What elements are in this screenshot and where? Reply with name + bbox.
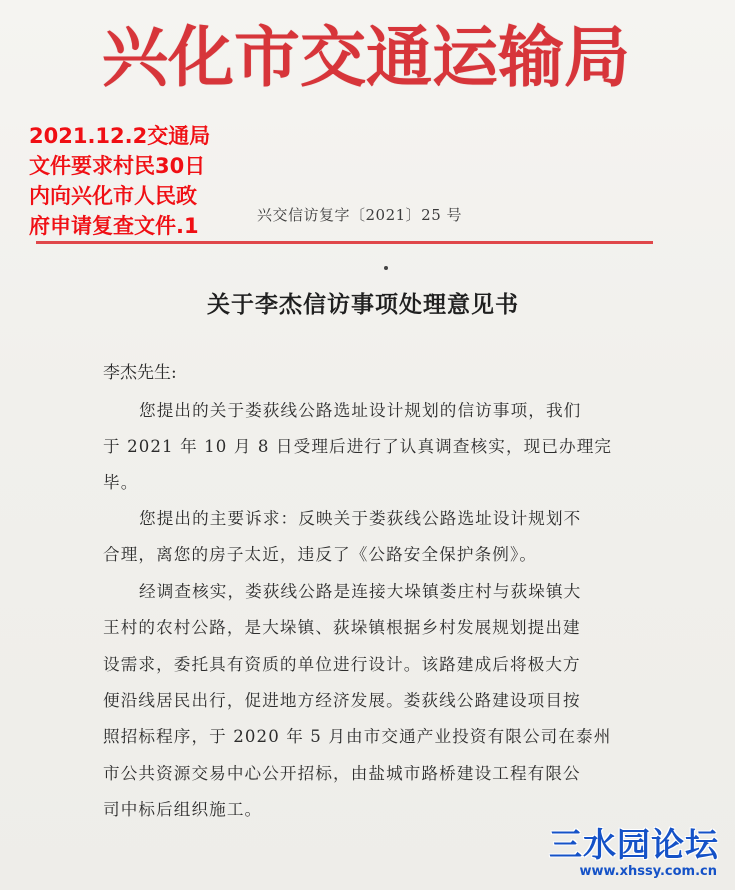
body-line: 市公共资源交易中心公开招标，由盐城市路桥建设工程有限公 bbox=[103, 764, 581, 783]
body-line: 司中标后组织施工。 bbox=[103, 800, 263, 819]
site-watermark bbox=[549, 825, 719, 882]
body-line: 设需求，委托具有资质的单位进行设计。该路建成后将极大方 bbox=[103, 655, 581, 674]
document-number: 兴交信访复字〔2021〕25 号 bbox=[257, 206, 463, 224]
agency-letterhead: 兴化市交通运输局 bbox=[102, 18, 630, 96]
body-line: 便沿线居民出行，促进地方经济发展。娄荻线公路建设项目按 bbox=[103, 691, 581, 710]
overlay-annotation-line: 内向兴化市人民政 bbox=[29, 184, 197, 208]
overlay-annotation bbox=[29, 121, 259, 241]
body-line: 合理，离您的房子太近，违反了《公路安全保护条例》。 bbox=[103, 545, 538, 564]
body-line: 经调查核实，娄荻线公路是连接大垛镇娄庄村与荻垛镇大 bbox=[139, 582, 582, 601]
document-title: 关于李杰信访事项处理意见书 bbox=[207, 291, 519, 318]
salutation: 李杰先生: bbox=[103, 363, 177, 383]
body-line: 王村的农村公路，是大垛镇、荻垛镇根据乡村发展规划提出建 bbox=[103, 618, 581, 637]
body-line: 照招标程序，于 2020 年 5 月由市交通产业投资有限公司在泰州 bbox=[103, 727, 612, 746]
body-line: 于 2021 年 10 月 8 日受理后进行了认真调查核实，现已办理完 bbox=[103, 437, 613, 456]
body-line: 毕。 bbox=[103, 473, 139, 492]
overlay-annotation-line: 2021.12.2交通局 bbox=[29, 124, 211, 148]
body-line: 您提出的主要诉求：反映关于娄荻线公路选址设计规划不 bbox=[139, 509, 582, 528]
body-line: 您提出的关于娄荻线公路选址设计规划的信访事项，我们 bbox=[139, 401, 582, 420]
overlay-annotation-line: 府申请复查文件.1 bbox=[29, 214, 199, 238]
watermark-logo: 三水园论坛 bbox=[549, 825, 719, 864]
watermark-url: www.xhssy.com.cn bbox=[579, 864, 717, 879]
overlay-annotation-line: 文件要求村民30日 bbox=[29, 154, 206, 178]
